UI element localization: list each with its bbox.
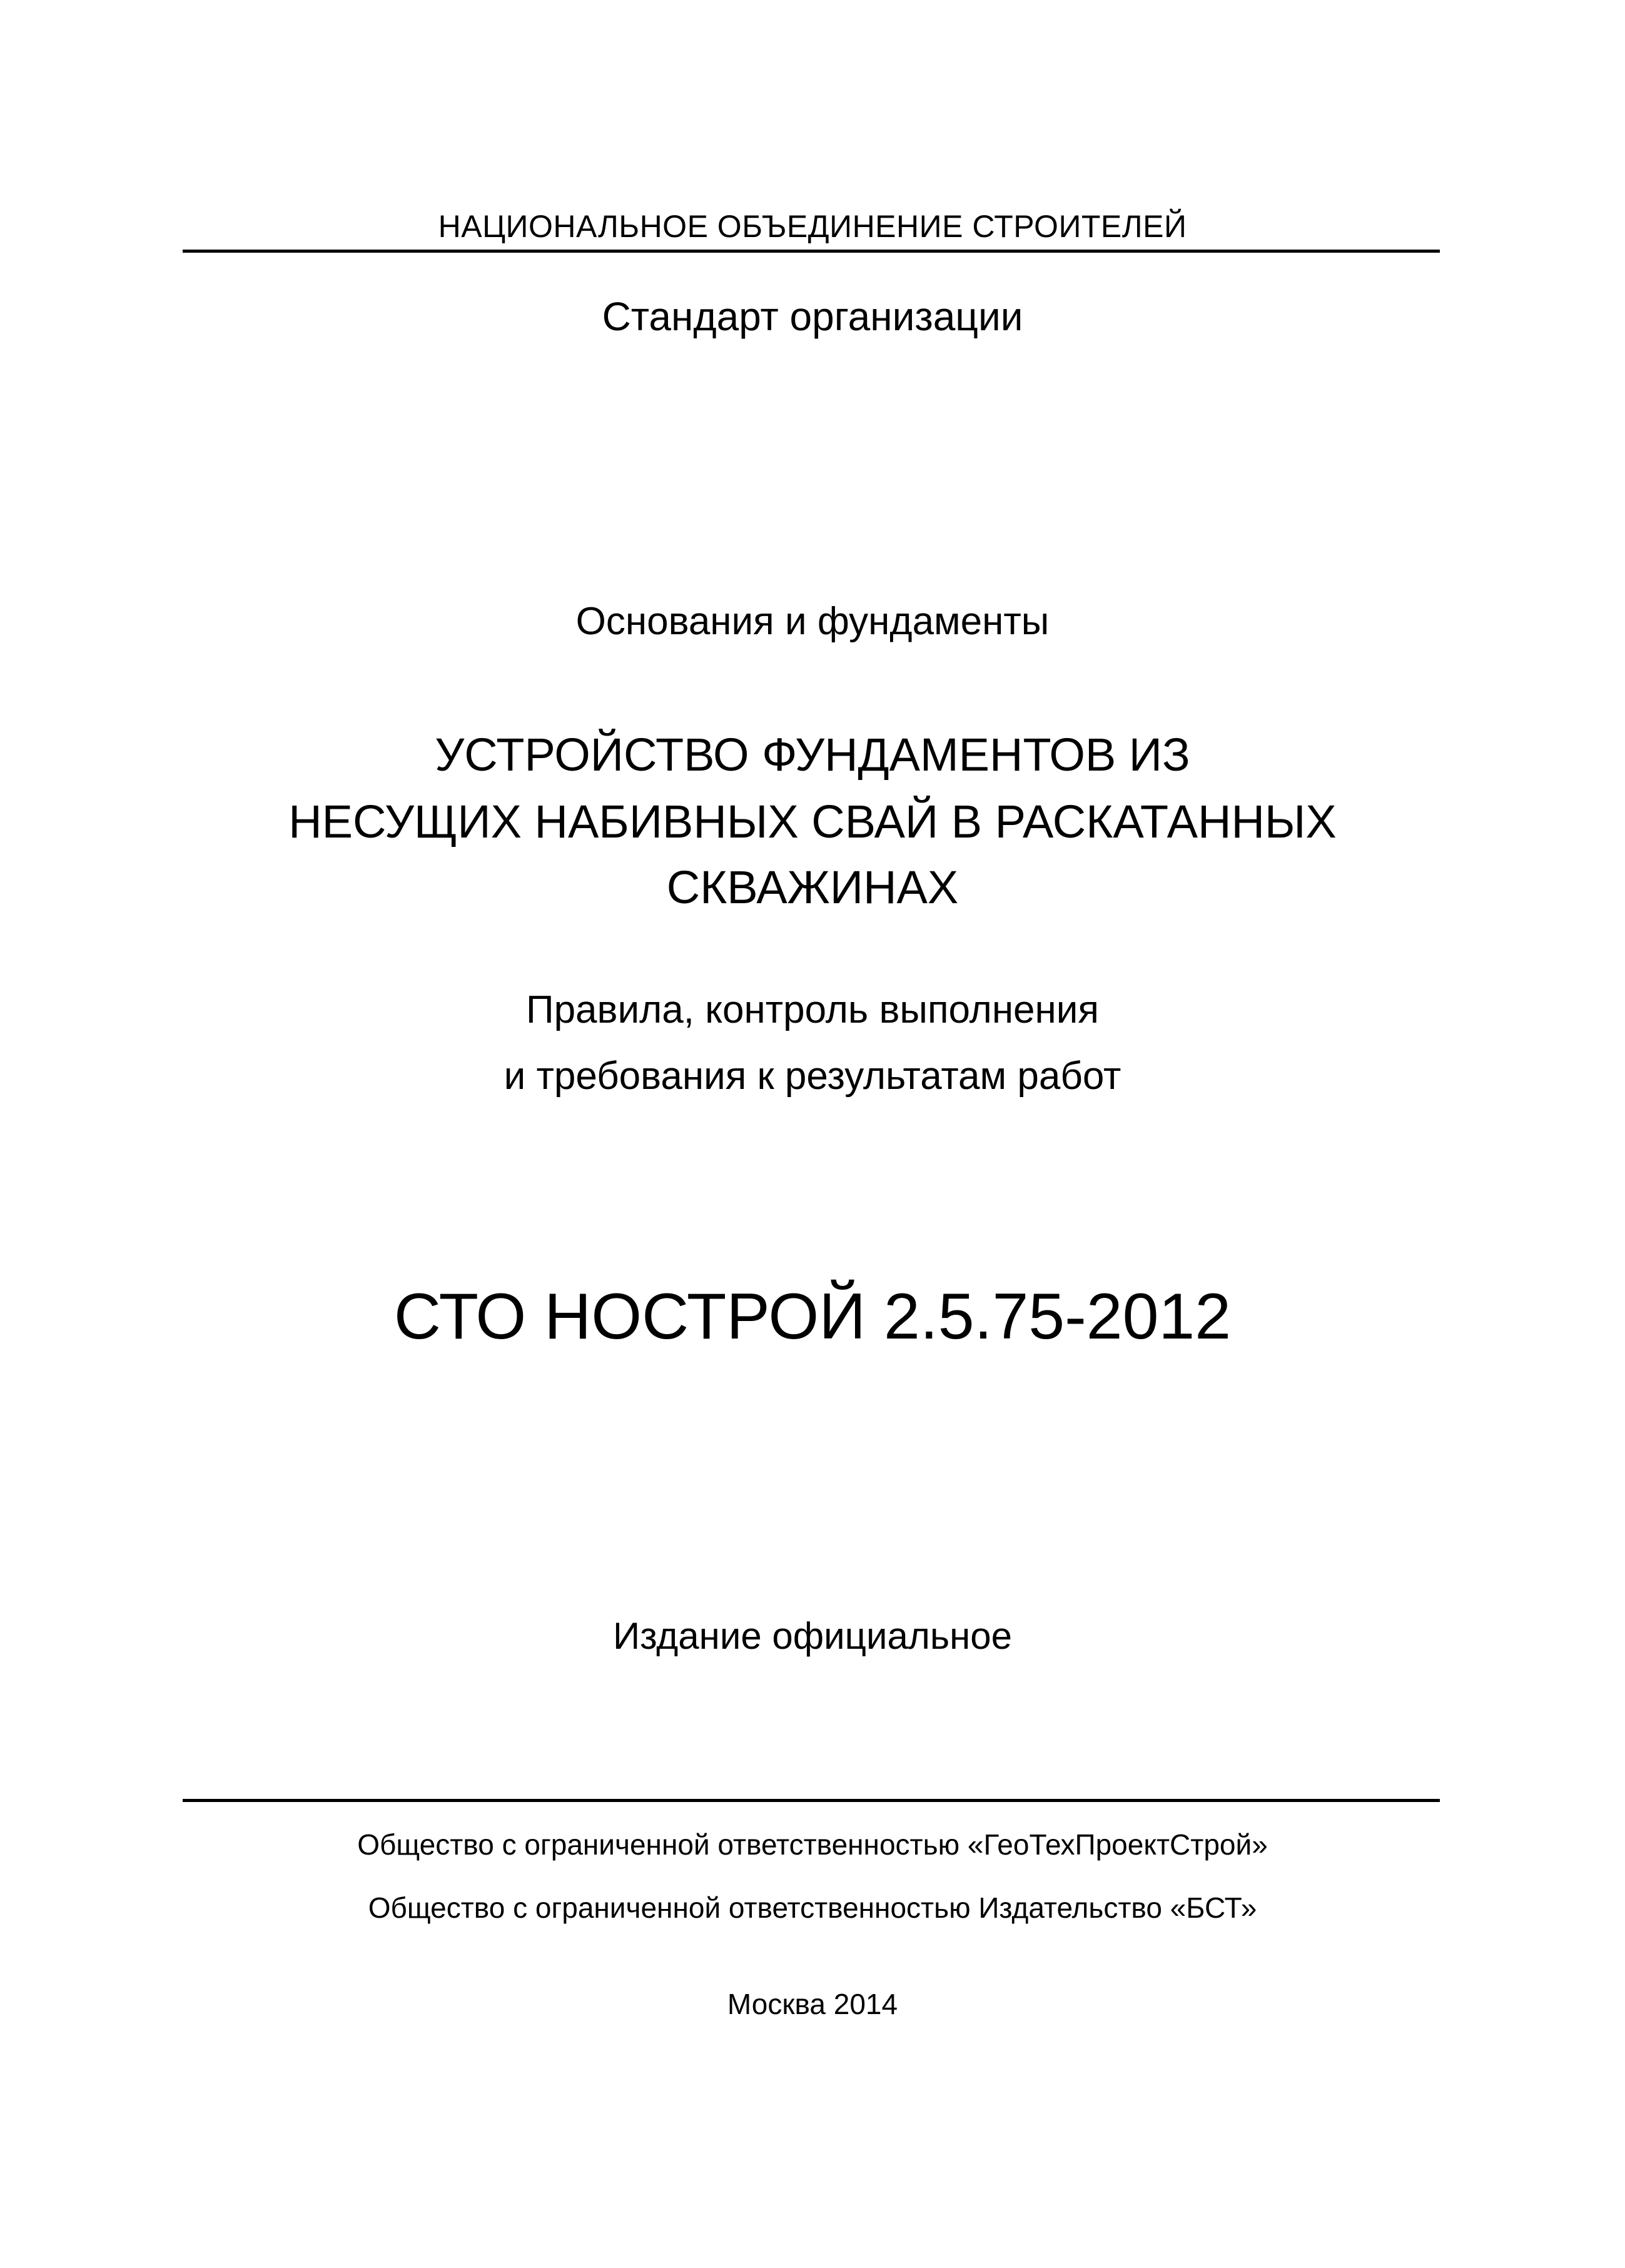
publisher-line-1: Общество с ограниченной ответственностью «ГеоТехПроектСтрой»: [357, 1828, 1268, 1861]
document-title-line-1: УСТРОЙСТВО ФУНДАМЕНТОВ ИЗ: [435, 729, 1190, 781]
document-subtitle-line-1: Правила, контроль выполнения: [526, 988, 1099, 1031]
series-title: Основания и фундаменты: [575, 600, 1050, 643]
organization-name: НАЦИОНАЛЬНОЕ ОБЪЕДИНЕНИЕ СТРОИТЕЛЕЙ: [438, 209, 1187, 244]
bottom-divider: [183, 1799, 1440, 1802]
standard-designation: СТО НОСТРОЙ 2.5.75-2012: [393, 1280, 1232, 1353]
document-title-line-3: СКВАЖИНАХ: [666, 861, 959, 913]
edition-note: Издание официальное: [612, 1615, 1013, 1657]
document-title-line-2: НЕСУЩИХ НАБИВНЫХ СВАЙ В РАСКАТАННЫХ: [288, 796, 1337, 848]
document-subtitle-line-2: и требования к результатам работ: [504, 1055, 1121, 1098]
top-divider: [183, 250, 1440, 253]
document-kind: Стандарт организации: [602, 294, 1023, 339]
publisher-line-2: Общество с ограниченной ответственностью Издательство «БСТ»: [368, 1891, 1257, 1924]
city-year: Москва 2014: [727, 1988, 898, 2020]
